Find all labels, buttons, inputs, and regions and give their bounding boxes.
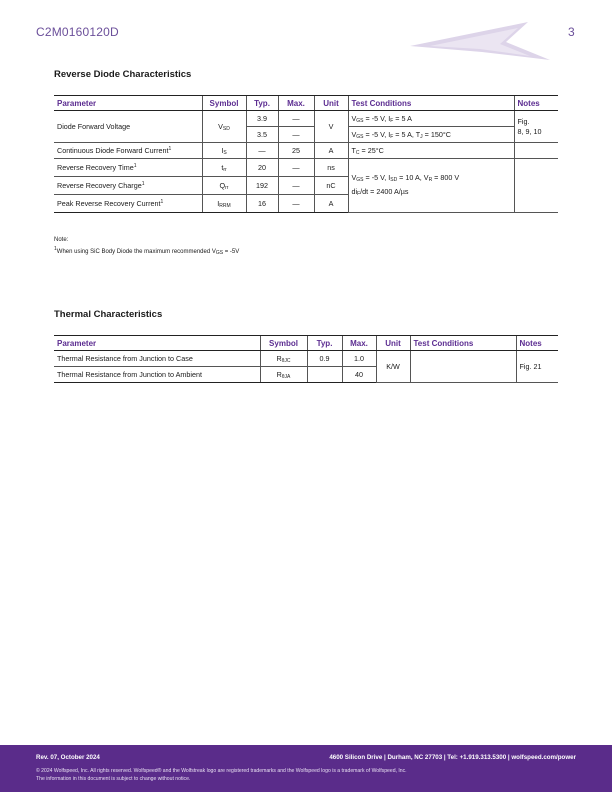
table-row <box>54 143 558 159</box>
param-peak-reverse-recovery-current: Peak Reverse Recovery Current$^1$ <box>54 195 202 213</box>
max-value: 1.0 <box>342 351 376 367</box>
revision-info: Rev. 07, October 2024 <box>36 754 100 761</box>
col-unit: Unit <box>376 336 410 351</box>
section-title-thermal: Thermal Characteristics <box>54 309 163 320</box>
table-header-row <box>54 96 558 111</box>
test-condition: $V_{GS} = -5$ V, $I_F = 5$ A <box>348 111 514 127</box>
page-number: 3 <box>568 25 575 39</box>
notes-empty <box>514 143 558 159</box>
symbol-rthjc: $R_{\theta JC}$ <box>260 351 307 367</box>
col-parameter: Parameter <box>54 336 260 351</box>
reverse-diode-table <box>54 95 558 213</box>
notes-fig-8-9-10: Fig. 8, 9, 10 <box>514 111 558 143</box>
symbol-vsd: $V_{SD}$ <box>202 111 246 143</box>
table-row <box>54 159 558 177</box>
symbol-rthja: $R_{\theta JA}$ <box>260 367 307 383</box>
col-max: Max. <box>278 96 314 111</box>
typ-value: 3.5 <box>246 127 278 143</box>
unit-value: K/W <box>376 351 410 383</box>
col-symbol: Symbol <box>202 96 246 111</box>
test-condition-empty <box>410 351 516 383</box>
col-max: Max. <box>342 336 376 351</box>
test-condition-recovery: $V_{GS} = -5$ V, $I_{SD} = 10$ A, $V_R = 800$ V $di_F/dt = 2400$ A/µs <box>348 159 514 213</box>
legal-notice: © 2024 Wolfspeed, Inc. All rights reserved. Wolfspeed® and the Wolfstreak logo are registered trademarks and the Wolfspeed logo is a trademark of Wolfspeed, Inc. The information in this document is subject to change without notice. <box>36 768 407 782</box>
thermal-table <box>54 335 558 383</box>
param-diode-forward-voltage: Diode Forward Voltage <box>54 111 202 143</box>
col-typ: Typ. <box>307 336 342 351</box>
col-typ: Typ. <box>246 96 278 111</box>
symbol-is: $I_S$ <box>202 143 246 159</box>
unit-value: A <box>314 195 348 213</box>
unit-value: nC <box>314 177 348 195</box>
page-footer <box>0 745 612 792</box>
table-header-row <box>54 336 558 351</box>
footnote: Note: $^1$When using SiC Body Diode the maximum recommended $V_{GS} = -5V$ <box>54 237 240 256</box>
typ-value: 0.9 <box>307 351 342 367</box>
symbol-qrr: $Q_{rr}$ <box>202 177 246 195</box>
part-number: C2M0160120D <box>36 25 119 39</box>
col-unit: Unit <box>314 96 348 111</box>
param-thermal-resistance-junction-ambient: Thermal Resistance from Junction to Ambient <box>54 367 260 383</box>
typ-value: 16 <box>246 195 278 213</box>
symbol-trr: $t_{rr}$ <box>202 159 246 177</box>
max-value: — <box>278 177 314 195</box>
wolfstreak-logo-icon <box>410 16 550 66</box>
max-value: 25 <box>278 143 314 159</box>
note-label: Note: <box>54 237 69 243</box>
test-condition: $V_{GS} = -5$ V, $I_F = 5$ A, $T_J = 150^\circ C$ <box>348 127 514 143</box>
notes-fig-21: Fig. 21 <box>516 351 558 383</box>
max-value: — <box>278 127 314 143</box>
max-value: — <box>278 159 314 177</box>
param-reverse-recovery-charge: Reverse Recovery Charge$^1$ <box>54 177 202 195</box>
typ-value <box>307 367 342 383</box>
col-test-conditions: Test Conditions <box>348 96 514 111</box>
max-value: — <box>278 111 314 127</box>
table-row <box>54 111 558 127</box>
typ-value: 192 <box>246 177 278 195</box>
typ-value: — <box>246 143 278 159</box>
col-notes: Notes <box>514 96 558 111</box>
unit-value: A <box>314 143 348 159</box>
col-parameter: Parameter <box>54 96 202 111</box>
param-reverse-recovery-time: Reverse Recovery Time$^1$ <box>54 159 202 177</box>
symbol-irrm: $I_{RRM}$ <box>202 195 246 213</box>
param-continuous-diode-forward-current: Continuous Diode Forward Current$^1$ <box>54 143 202 159</box>
param-thermal-resistance-junction-case: Thermal Resistance from Junction to Case <box>54 351 260 367</box>
unit-value: V <box>314 111 348 143</box>
typ-value: 3.9 <box>246 111 278 127</box>
col-notes: Notes <box>516 336 558 351</box>
max-value: — <box>278 195 314 213</box>
table-row <box>54 351 558 367</box>
col-symbol: Symbol <box>260 336 307 351</box>
max-value: 40 <box>342 367 376 383</box>
notes-empty <box>514 159 558 213</box>
company-address: 4600 Silicon Drive | Durham, NC 27703 | Tel: +1.919.313.5300 | wolfspeed.com/power <box>329 754 576 761</box>
col-test-conditions: Test Conditions <box>410 336 516 351</box>
unit-value: ns <box>314 159 348 177</box>
test-condition: $T_C = 25^\circ C$ <box>348 143 514 159</box>
typ-value: 20 <box>246 159 278 177</box>
section-title-diode: Reverse Diode Characteristics <box>54 69 192 80</box>
